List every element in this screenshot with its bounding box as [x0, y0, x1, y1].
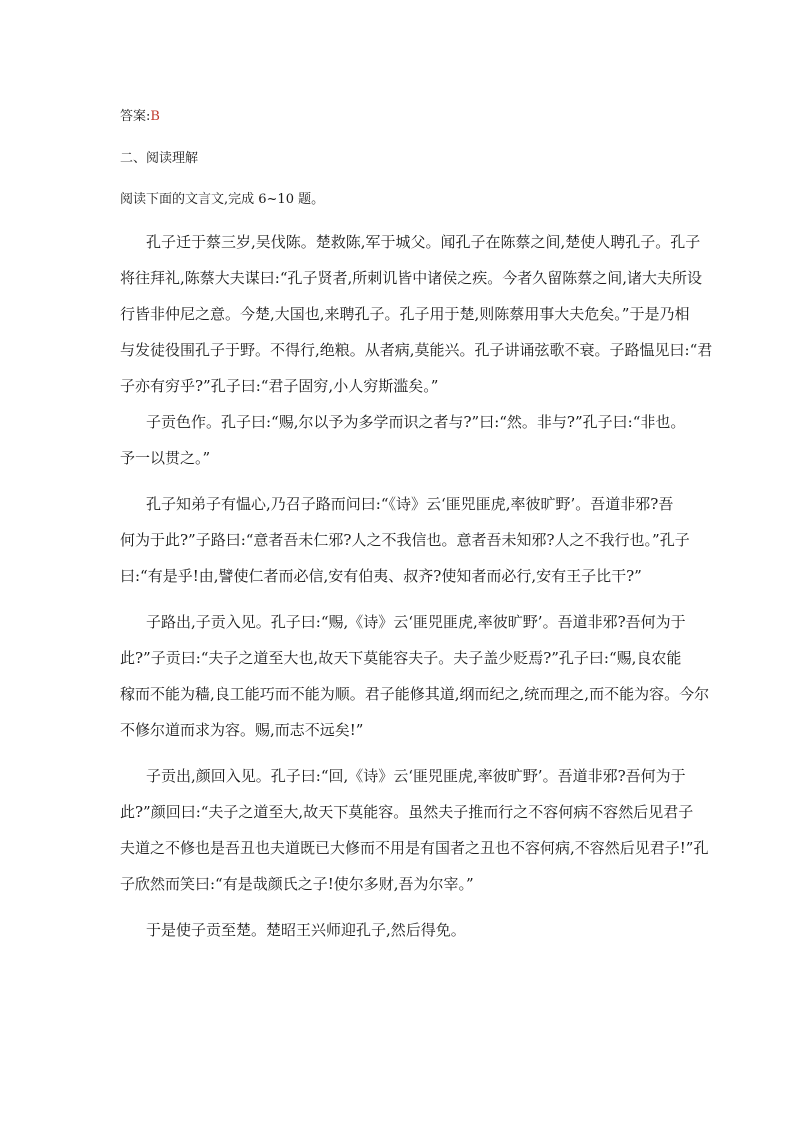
passage-line: 孔子知弟子有愠心,乃召子路而问曰:“《诗》云‘匪兕匪虎,率彼旷野’。吾道非邪?吾: [146, 495, 674, 513]
passage-line: 予一以贯之。”: [120, 449, 211, 467]
passage-line: 子路出,子贡入见。孔子曰:“赐,《诗》云‘匪兕匪虎,率彼旷野’。吾道非邪?吾何为于: [146, 613, 686, 631]
passage-line: 将往拜礼,陈蔡大夫谋曰:“孔子贤者,所刺讥皆中诸侯之疾。今者久留陈蔡之间,诸大夫所设: [120, 269, 703, 287]
passage-line: 行皆非仲尼之意。今楚,大国也,来聘孔子。孔子用于楚,则陈蔡用事大夫危矣。”于是乃相: [120, 305, 690, 323]
passage-line: 稼而不能为穑,良工能巧而不能为顺。君子能修其道,纲而纪之,统而理之,而不能为容。今尔: [120, 685, 710, 703]
passage-line: 曰:“有是乎!由,譬使仁者而必信,安有伯夷、叔齐?使知者而必行,安有王子比干?”: [120, 567, 642, 585]
passage-line: 子亦有穷乎?”孔子曰:“君子固穷,小人穷斯滥矣。”: [120, 377, 439, 395]
section-heading: 二、阅读理解: [120, 151, 199, 166]
passage-line: 此?”子贡曰:“夫子之道至大也,故天下莫能容夫子。夫子盖少贬焉?”孔子曰:“赐,良农能: [120, 649, 682, 667]
passage-line: 于是使子贡至楚。楚昭王兴师迎孔子,然后得免。: [146, 921, 466, 939]
passage-line: 此?”颜回曰:“夫子之道至大,故天下莫能容。虽然夫子推而行之不容何病不容然后见君子: [120, 803, 694, 821]
passage-line: 子贡出,颜回入见。孔子曰:“回,《诗》云‘匪兕匪虎,率彼旷野’。吾道非邪?吾何为于: [146, 767, 686, 785]
passage-line: 夫道之不修也是吾丑也夫道既已大修而不用是有国者之丑也不容何病,不容然后见君子!”孔: [120, 839, 709, 857]
passage-line: 不修尔道而求为容。赐,而志不远矣!”: [120, 721, 364, 739]
passage-line: 与发徒役围孔子于野。不得行,绝粮。从者病,莫能兴。孔子讲诵弦歌不衰。子路愠见曰:“君: [120, 341, 713, 359]
passage-line: 何为于此?”子路曰:“意者吾未仁邪?人之不我信也。意者吾未知邪?人之不我行也。”孔子: [120, 531, 690, 549]
instruction-text: 阅读下面的文言文,完成 6~10 题。: [120, 192, 325, 207]
answer-label: 答案:: [120, 109, 151, 124]
passage-line: 子贡色作。孔子曰:“赐,尔以予为多学而识之者与?”曰:“然。非与?”孔子曰:“非也。: [146, 413, 686, 431]
passage-line: 孔子迁于蔡三岁,吴伐陈。楚救陈,军于城父。闻孔子在陈蔡之间,楚使人聘孔子。孔子: [146, 233, 701, 251]
passage-line: 子欣然而笑曰:“有是哉颜氏之子!使尔多财,吾为尔宰。”: [120, 875, 474, 893]
answer-line: [120, 108, 160, 126]
answer-letter: B: [150, 109, 160, 124]
